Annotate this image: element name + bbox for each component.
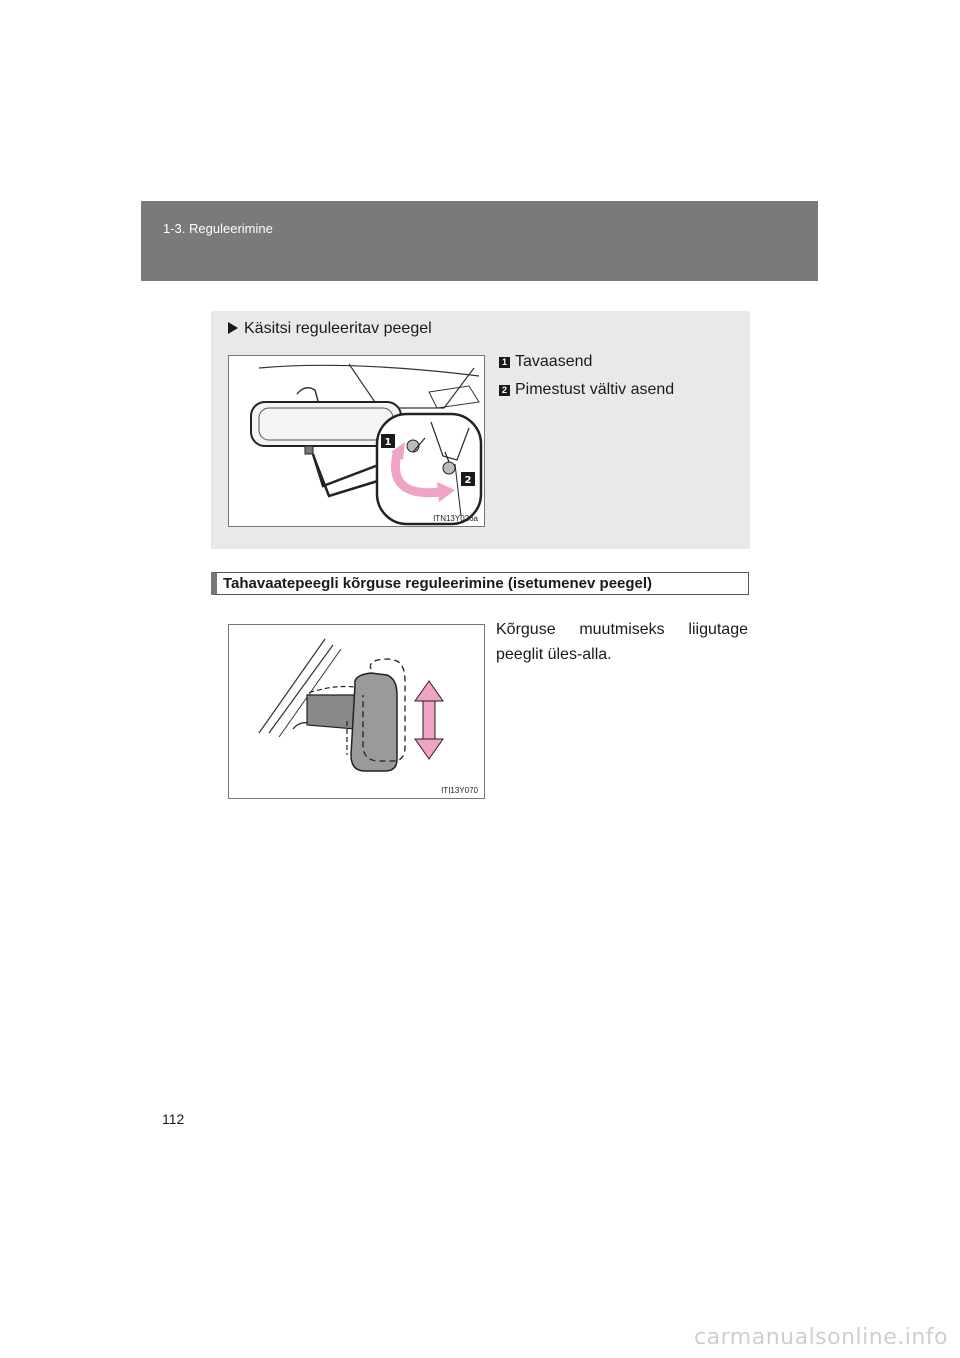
height-adjust-illustration xyxy=(229,625,484,798)
manual-mirror-figure xyxy=(228,355,485,527)
legend-item-anti-glare xyxy=(499,376,674,404)
mirror-position-legend xyxy=(499,348,674,404)
number-badge-1: 1 xyxy=(499,357,510,368)
height-adjust-figure xyxy=(228,624,485,799)
section-title: 1-3. Reguleerimine xyxy=(163,221,273,236)
watermark-text: carmanualsonline.info xyxy=(694,1325,948,1350)
page-number: 112 xyxy=(162,1111,185,1127)
header-bar xyxy=(141,201,818,281)
legend-item-normal xyxy=(499,348,674,376)
figure-code: ITN13Y026a xyxy=(433,514,478,523)
topic-heading-bar xyxy=(211,572,749,595)
figure-code: ITI13Y070 xyxy=(441,786,478,795)
svg-text:2: 2 xyxy=(464,475,472,486)
topic-title: Tahavaatepeegli kõrguse reguleerimine (isetumenev peegel) xyxy=(223,575,653,592)
legend-label: Tavaasend xyxy=(515,353,593,370)
legend-label: Pimestust vältiv asend xyxy=(515,381,675,398)
manual-mirror-illustration xyxy=(229,356,484,526)
manual-mirror-heading: Käsitsi reguleeritav peegel xyxy=(228,320,432,338)
triangle-bullet-icon xyxy=(228,322,238,334)
height-adjust-instruction: Kõrguse muutmiseks liigutage peeglit üles-alla. xyxy=(496,621,748,663)
number-badge-2: 2 xyxy=(499,385,510,396)
manual-mirror-panel xyxy=(211,311,750,549)
svg-text:1: 1 xyxy=(384,437,392,448)
